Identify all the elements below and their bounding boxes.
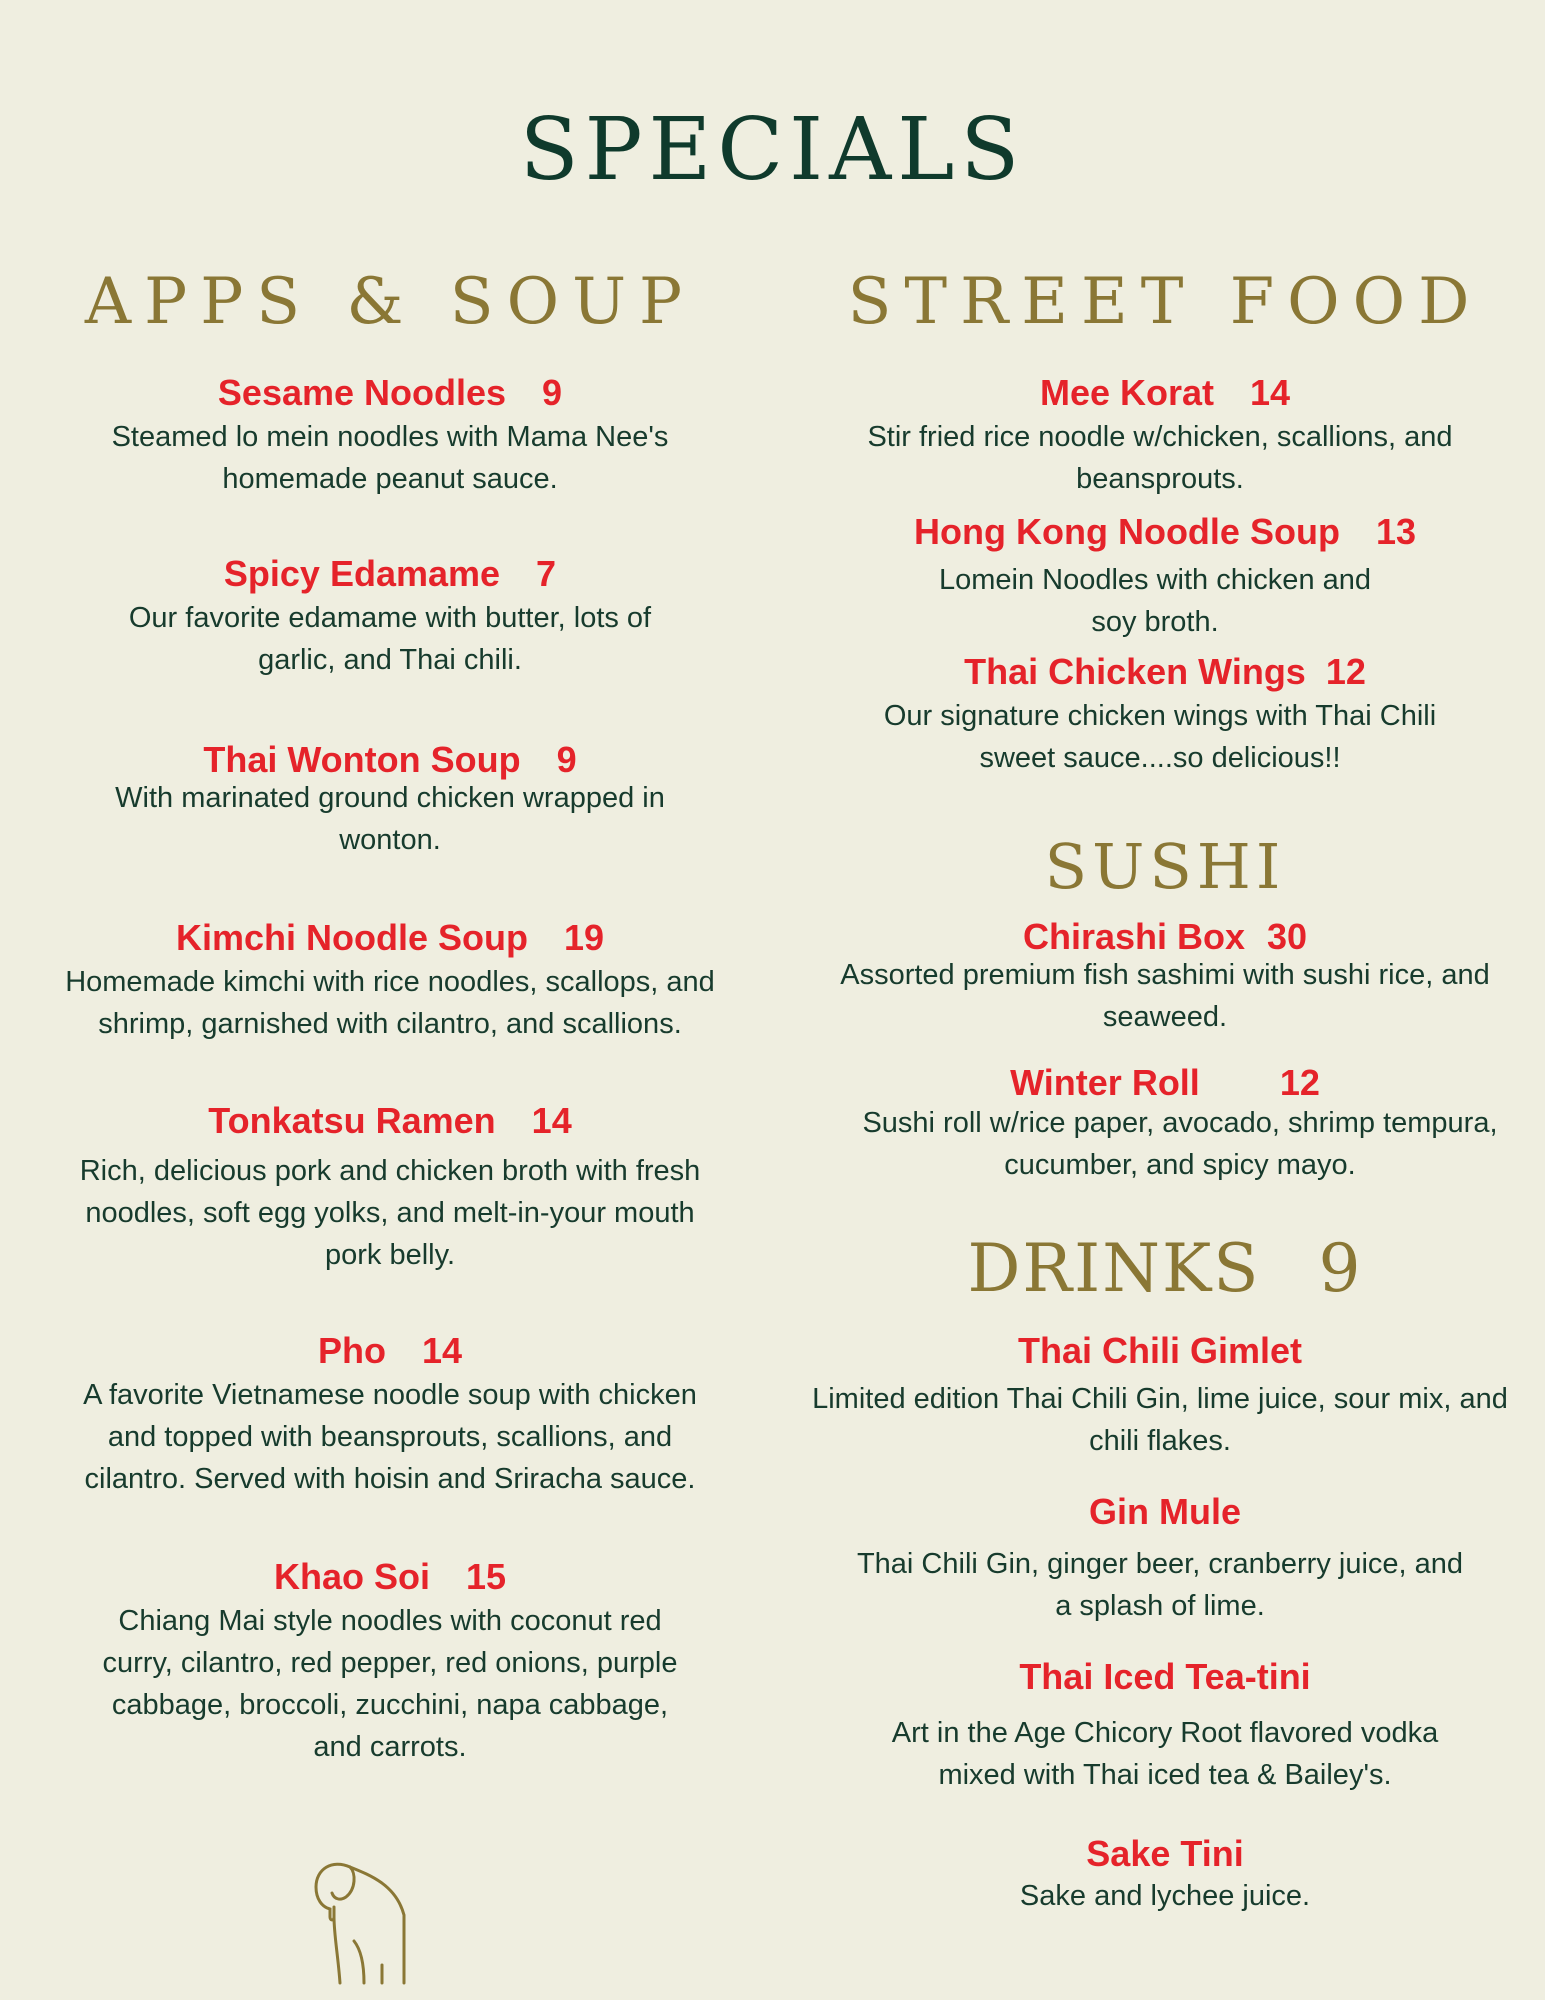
item-description: With marinated ground chicken wrapped in wonton. [115, 782, 665, 856]
item-price: 14 [421, 1330, 463, 1371]
menu-item [40, 1556, 740, 1768]
menu-item [800, 1062, 1530, 1186]
item-name: Sesame Noodles [217, 372, 507, 413]
item-name-line [40, 739, 740, 781]
menu-item [40, 1330, 740, 1500]
menu-item [800, 372, 1530, 500]
item-price: 30 [1267, 916, 1308, 957]
item-name: Thai Chicken Wings [964, 651, 1306, 692]
item-name-line [40, 1556, 740, 1598]
item-name-line [800, 511, 1530, 553]
menu-item [40, 739, 740, 861]
item-description: Stir fried rice noodle w/chicken, scallions, and beansprouts. [867, 421, 1453, 495]
item-description: Art in the Age Chicory Root flavored vodka mixed with Thai iced tea & Bailey's. [891, 1717, 1439, 1791]
section-heading-street-food: STREET FOOD [847, 265, 1483, 339]
item-name: Sake Tini [1086, 1833, 1244, 1874]
item-name-line [40, 1100, 740, 1142]
menu-item [800, 651, 1530, 779]
page-title: SPECIALS [519, 100, 1026, 200]
item-name-line [40, 553, 740, 595]
section-heading-drinks [800, 1230, 1530, 1307]
item-name: Gin Mule [1089, 1491, 1241, 1532]
section-heading-sushi: SUSHI [1044, 830, 1286, 903]
item-name: Thai Iced Tea-tini [1019, 1656, 1311, 1697]
item-name: Winter Roll [1010, 1062, 1200, 1103]
item-price: 9 [556, 739, 577, 780]
item-name: Spicy Edamame [223, 553, 501, 594]
item-description: Assorted premium fish sashimi with sushi rice, and seaweed. [840, 959, 1490, 1033]
drinks-heading-label: DRINKS [967, 1230, 1261, 1307]
item-description: Thai Chili Gin, ginger beer, cranberry juice, and a splash of lime. [856, 1548, 1464, 1622]
item-description: Our favorite edamame with butter, lots of garlic, and Thai chili. [128, 602, 652, 676]
item-name-line [40, 372, 740, 414]
menu-item [800, 511, 1530, 643]
menu-item [800, 1656, 1530, 1796]
menu-item [40, 372, 740, 500]
item-name-line [800, 372, 1530, 414]
item-price: 14 [1250, 372, 1291, 413]
item-name: Khao Soi [273, 1556, 430, 1597]
menu-item [800, 1833, 1530, 1917]
item-description: Sake and lychee juice. [1019, 1880, 1311, 1912]
item-description: Homemade kimchi with rice noodles, scallops, and shrimp, garnished with cilantro, and scallions. [65, 966, 715, 1040]
menu-item [40, 1100, 740, 1276]
drinks-price: 9 [1318, 1230, 1363, 1307]
item-description: Limited edition Thai Chili Gin, lime juice, sour mix, and chili flakes. [812, 1383, 1508, 1457]
item-price: 9 [542, 372, 563, 413]
item-description: A favorite Vietnamese noodle soup with chicken and topped with beansprouts, scallions, and cilantro. Served with hoisin and Sriracha sauce. [83, 1379, 697, 1495]
item-name: Mee Korat [1039, 372, 1214, 413]
item-name-line [800, 651, 1530, 693]
elephant-icon [310, 1855, 410, 1985]
item-name-line [40, 1330, 740, 1372]
item-name: Kimchi Noodle Soup [175, 917, 528, 958]
item-description: Rich, delicious pork and chicken broth with fresh noodles, soft egg yolks, and melt-in-your mouth pork belly. [79, 1155, 701, 1271]
item-price: 15 [465, 1556, 507, 1597]
item-price: 14 [531, 1100, 572, 1141]
item-price: 19 [563, 917, 605, 958]
menu-item [40, 917, 740, 1045]
item-description: Our signature chicken wings with Thai Chili sweet sauce....so delicious!! [883, 700, 1437, 774]
item-price: 7 [536, 553, 557, 594]
item-price: 13 [1375, 511, 1416, 552]
menu-item [810, 1330, 1510, 1462]
item-name: Thai Chili Gimlet [1017, 1330, 1303, 1371]
item-description: Lomein Noodles with chicken and soy broth. [938, 564, 1372, 638]
item-name: Hong Kong Noodle Soup [914, 511, 1340, 552]
menu-item [800, 916, 1530, 1038]
item-description: Sushi roll w/rice paper, avocado, shrimp tempura, cucumber, and spicy mayo. [862, 1107, 1498, 1181]
item-description: Chiang Mai style noodles with coconut red curry, cilantro, red pepper, red onions, purple cabbage, broccoli, zucchini, napa cabbage, and carrots. [102, 1605, 678, 1763]
item-price: 12 [1325, 651, 1366, 692]
item-name: Thai Wonton Soup [203, 739, 521, 780]
item-name: Pho [317, 1330, 386, 1371]
item-description: Steamed lo mein noodles with Mama Nee's homemade peanut sauce. [111, 421, 669, 495]
item-price: 12 [1279, 1062, 1320, 1103]
item-name: Tonkatsu Ramen [208, 1100, 496, 1141]
item-name: Chirashi Box [1022, 916, 1245, 957]
menu-item [40, 553, 740, 681]
item-name-line [40, 917, 740, 959]
item-name-line [800, 1062, 1530, 1104]
menu-item [800, 1491, 1530, 1627]
section-heading-apps-soup: APPS & SOUP [84, 265, 696, 339]
item-name-line [800, 916, 1530, 958]
